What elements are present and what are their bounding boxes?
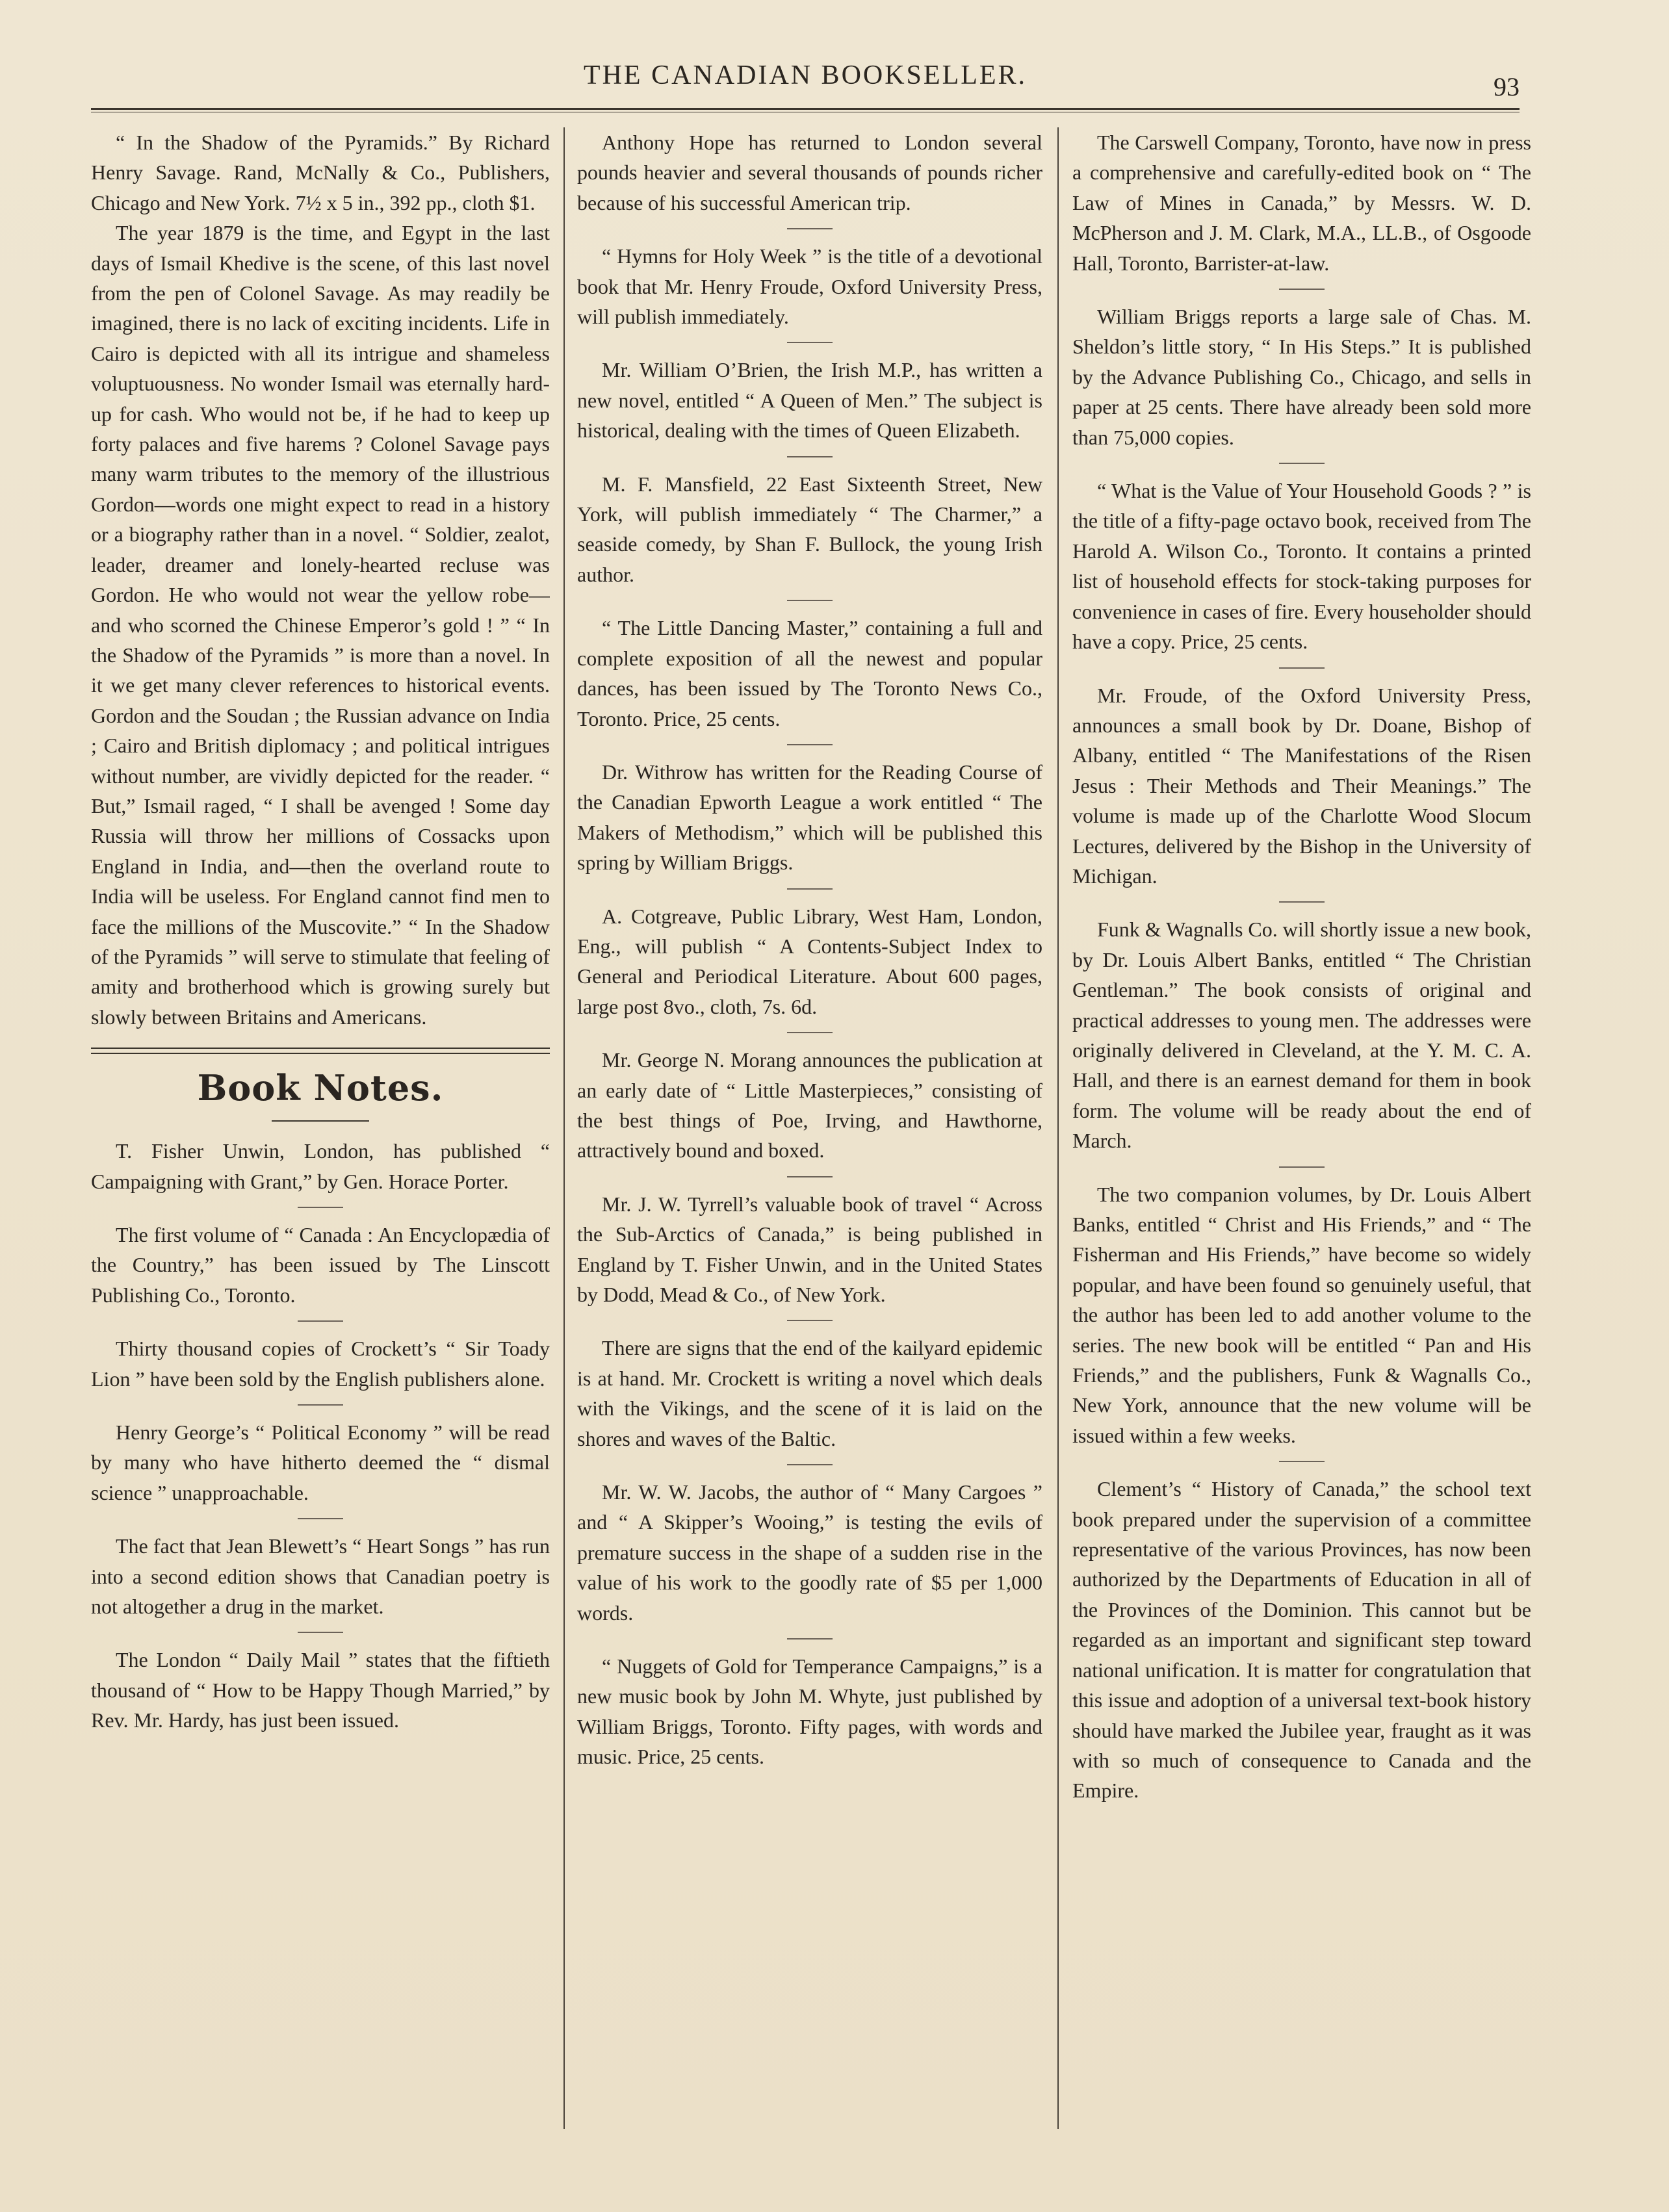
masthead-title: THE CANADIAN BOOKSELLER.	[583, 60, 1028, 90]
book-note: “ What is the Value of Your Household Goods ? ” is the title of a fifty-page octavo book, received from The Harold A. Wilson Co., Toronto. It contains a printed list of household effects for stock-taking purposes for convenience in cases of fire. Every householder should have a copy. Price, 25 cents.	[1072, 479, 1531, 654]
section-rule	[91, 1048, 550, 1054]
column-divider-2	[1057, 127, 1059, 2129]
book-note: Thirty thousand copies of Crockett’s “ Sir Toady Lion ” have been sold by the English publishers alone.	[91, 1337, 550, 1391]
section-heading: Book Notes.	[197, 1067, 444, 1109]
note-separator	[298, 1320, 343, 1322]
header-rule	[91, 108, 1520, 112]
book-note: “ The Little Dancing Master,” containing a full and complete exposition of all the newest and popular dances, has been issued by The Toronto News Co., Toronto. Price, 25 cents.	[577, 616, 1042, 730]
column-divider-1	[563, 127, 565, 2129]
note-separator	[787, 744, 833, 745]
note-separator	[787, 456, 833, 457]
book-note: Anthony Hope has returned to London several pounds heavier and several thousands of pounds richer because of his successful American trip.	[577, 131, 1042, 214]
note-separator	[1279, 1166, 1325, 1168]
page-number: 93	[1494, 72, 1520, 101]
note-separator	[298, 1207, 343, 1208]
book-note: Mr. William O’Brien, the Irish M.P., has written a new novel, entitled “ A Queen of Men.” The subject is historical, dealing with the times of Queen Elizabeth.	[577, 358, 1042, 443]
note-separator	[1279, 1461, 1325, 1462]
book-note: Mr. Froude, of the Oxford University Press, announces a small book by Dr. Doane, Bishop of Albany, entitled “ The Manifestations of the Risen Jesus : Their Methods and Their Meanings.” The volume is made up of the Charlotte Wood Slocum Lectures, delivered by the Bishop in the University of Michigan.	[1072, 683, 1531, 888]
note-separator	[787, 1320, 833, 1321]
book-note: The two companion volumes, by Dr. Louis Albert Banks, entitled “ Christ and His Friends,” and “ The Fisherman and His Friends,” have become so widely popular, and have been found so genuinely useful, that the author has been led to add another volume to the series. The new book will be entitled “ Pan and His Friends,” and the publishers, Funk & Wagnalls Co., New York, announce that the new volume will be issued within a few weeks.	[1072, 1182, 1531, 1447]
note-separator	[787, 1032, 833, 1033]
column-3	[1072, 127, 1531, 2155]
note-separator	[787, 342, 833, 343]
book-note: There are signs that the end of the kailyard epidemic is at hand. Mr. Crockett is writing a novel which deals with the Vikings, and the scene of it is laid on the shores and waves of the Baltic.	[577, 1336, 1042, 1450]
note-separator	[787, 1176, 833, 1177]
book-note: Mr. George N. Morang announces the publication at an early date of “ Little Masterpieces,” consisting of the best things of Poe, Irving, and Hawthorne, attractively bound and boxed.	[577, 1048, 1042, 1163]
note-separator	[787, 228, 833, 229]
note-separator	[787, 600, 833, 601]
book-note: M. F. Mansfield, 22 East Sixteenth Street, New York, will publish immediately “ The Charmer,” a seaside comedy, by Shan F. Bullock, the young Irish author.	[577, 472, 1042, 586]
note-separator	[1279, 463, 1325, 464]
book-note: “ Hymns for Holy Week ” is the title of a devotional book that Mr. Henry Froude, Oxford University Press, will publish immediately.	[577, 244, 1042, 329]
book-note: The fact that Jean Blewett’s “ Heart Songs ” has run into a second edition shows that Canadian poetry is not altogether a drug in the market.	[91, 1534, 550, 1619]
note-separator	[787, 888, 833, 890]
book-note: The first volume of “ Canada : An Encyclopædia of the Country,” has been issued by The Linscott Publishing Co., Toronto.	[91, 1223, 550, 1307]
book-note: Clement’s “ History of Canada,” the school text book prepared under the supervision of a committee representative of the various Provinces, has now been authorized by the Departments of Education in all of the Provinces of the Dominion. This cannot but be regarded as an important and significant step toward national unification. It is matter for congratulation that this issue and adoption of a universal text-book history should have marked the Jubilee year, fraught as it was with so much of consequence to Canada and the Empire.	[1072, 1477, 1531, 1803]
book-note: Dr. Withrow has written for the Reading Course of the Canadian Epworth League a work entitled “ The Makers of Methodism,” which will be published this spring by William Briggs.	[577, 760, 1042, 875]
note-separator	[298, 1404, 343, 1406]
book-note: The Carswell Company, Toronto, have now in press a comprehensive and carefully-edited book on “ The Law of Mines in Canada,” by Messrs. W. D. McPherson and J. M. Clark, M.A., LL.B., of Osgoode Hall, Toronto, Barrister-at-law.	[1072, 131, 1531, 275]
column-1	[91, 127, 550, 2155]
book-note: “ Nuggets of Gold for Temperance Campaigns,” is a new music book by John M. Whyte, just published by William Briggs, Toronto. Fifty pages, with words and music. Price, 25 cents.	[577, 1654, 1042, 1769]
column-2	[577, 127, 1042, 2155]
note-separator	[1279, 667, 1325, 669]
book-note: The London “ Daily Mail ” states that the fiftieth thousand of “ How to be Happy Though Married,” by Rev. Mr. Hardy, has just been issued.	[91, 1648, 550, 1732]
book-note: Funk & Wagnalls Co. will shortly issue a new book, by Dr. Louis Albert Banks, entitled “ The Christian Gentleman.” The book consists of original and practical addresses to young men. The addresses were originally delivered in Cleveland, at the Y. M. C. A. Hall, and there is an earnest demand for them in book form. The volume will be ready about the end of March.	[1072, 918, 1531, 1153]
note-separator	[787, 1464, 833, 1465]
note-separator	[298, 1518, 343, 1519]
review-body: The year 1879 is the time, and Egypt in the last days of Ismail Khedive is the scene, of this last novel from the pen of Colonel Savage. As may readily be imagined, there is no lack of exciting incidents. Life in Cairo is depicted with all its intrigue and shameless voluptuousness. No wonder Ismail was eternally hard-up for cash. Who would not be, if he had to keep up forty palaces and five harems ? Colonel Savage pays many warm tributes to the memory of the illustrious Gordon—words one might expect to read in a history or a biography rather than in a novel. “ Soldier, zealot, leader, dreamer and lonely-hearted recluse was Gordon. He who would not wear the yellow robe—and who scorned the Chinese Emperor’s gold ! ” “ In the Shadow of the Pyramids ” is more than a novel. In it we get many clever references to historical events. Gordon and the Soudan ; the Russian advance on India ; Cairo and British diplomacy ; and political intrigues without number, are vividly depicted for the reader. “ But,” Ismail raged, “ I shall be avenged ! Some day Russia will throw her millions of Cossacks upon England in India, and—then the overland route to India will be useless. For England cannot find men to face the millions of the Muscovite.” “ In the Shadow of the Pyramids ” will serve to stimulate that feeling of amity and brotherhood which is growing surely but slowly between Britains and Americans.	[91, 221, 550, 1029]
page-header	[91, 60, 1520, 103]
note-separator	[298, 1632, 343, 1633]
note-separator	[1279, 901, 1325, 903]
book-note: Mr. W. W. Jacobs, the author of “ Many Cargoes ” and “ A Skipper’s Wooing,” is testing the evils of premature success in the shape of a sudden rise in the value of his work to the goodly rate of $5 per 1,000 words.	[577, 1480, 1042, 1625]
section-heading-underline	[272, 1120, 369, 1122]
book-note: T. Fisher Unwin, London, has published “ Campaigning with Grant,” by Gen. Horace Porter.	[91, 1139, 550, 1193]
review-citation: “ In the Shadow of the Pyramids.” By Richard Henry Savage. Rand, McNally & Co., Publishers, Chicago and New York. 7½ x 5 in., 392 pp., cloth $1.	[91, 131, 550, 214]
book-note: Mr. J. W. Tyrrell’s valuable book of travel “ Across the Sub-Arctics of Canada,” is being published in England by T. Fisher Unwin, and in the United States by Dodd, Mead & Co., of New York.	[577, 1192, 1042, 1306]
book-note: A. Cotgreave, Public Library, West Ham, London, Eng., will publish “ A Contents-Subject Index to General and Periodical Literature. About 600 pages, large post 8vo., cloth, 7s. 6d.	[577, 904, 1042, 1018]
note-separator	[787, 1638, 833, 1640]
book-note: Henry George’s “ Political Economy ” will be read by many who have hitherto deemed the “ dismal science ” unapproachable.	[91, 1421, 550, 1504]
note-separator	[1279, 289, 1325, 290]
book-note: William Briggs reports a large sale of Chas. M. Sheldon’s little story, “ In His Steps.” It is published by the Advance Publishing Co., Chicago, and sells in paper at 25 cents. There have already been sold more than 75,000 copies.	[1072, 305, 1531, 449]
